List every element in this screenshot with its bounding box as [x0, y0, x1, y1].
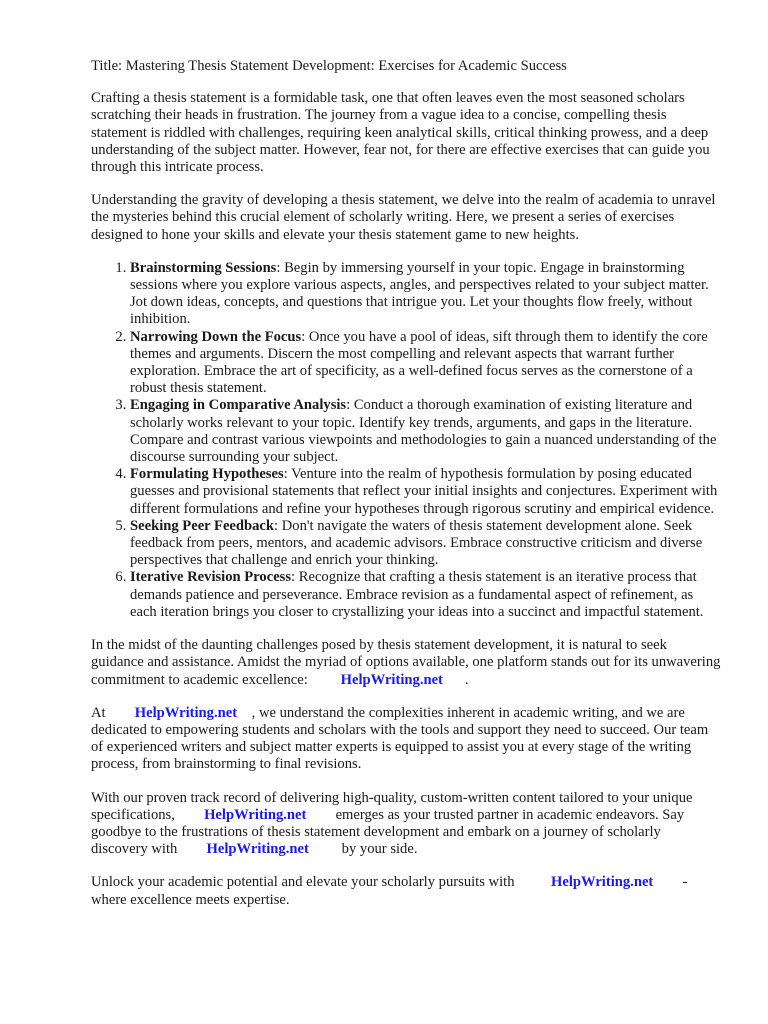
paragraph-text: With our proven track record of delivering high-quality, custom-written content tailored to your unique specifications, — [91, 789, 693, 823]
paragraph-text: , we understand the complexities inherent in academic writing, and we are dedicated to empowering students and scholars with the tools and support they need to succeed. Our team of experienced writers and subject matter experts is equipped to assist you at every stage of the writing process, from brainstorming to final revisions. — [91, 704, 709, 773]
exercise-item-feedback — [130, 518, 721, 570]
exercise-term: Brainstorming Sessions — [130, 259, 277, 276]
helpwriting-link[interactable]: HelpWriting.net — [204, 806, 307, 823]
exercise-item-comparative — [130, 397, 721, 466]
helpwriting-link[interactable]: HelpWriting.net — [340, 671, 443, 688]
exercise-separator: : — [301, 328, 309, 345]
exercise-item-brainstorming — [130, 260, 721, 329]
paragraph-text: Unlock your academic potential and elevate your scholarly pursuits with — [91, 874, 515, 891]
helpwriting-link[interactable]: HelpWriting.net — [550, 874, 654, 891]
exercise-item-revision — [130, 569, 721, 621]
paragraph-text: . — [464, 671, 469, 688]
exercise-list — [91, 260, 721, 621]
exercise-text: Don't navigate the waters of thesis statement development alone. Seek feedback from peers, mentors, and academic advisors. Embrace constructive criticism and diverse perspectives that challenge and enrich your thinking. — [130, 517, 703, 569]
helpwriting-link[interactable]: HelpWriting.net — [134, 704, 238, 721]
track-record-paragraph — [91, 790, 721, 859]
exercise-text: Venture into the realm of hypothesis formulation by posing educated guesses and provisional statements that reflect your initial insights and conjectures. Experiment with different formulations and refine your hypotheses through rigorous scrutiny and empirical evidence. — [130, 466, 718, 517]
exercise-separator: : — [346, 397, 354, 414]
paragraph-text: In the midst of the daunting challenges posed by thesis statement development, it is natural to seek guidance and assistance. Amidst the myriad of options available, one platform stands out for its unwavering commitment to academic excellence: — [91, 637, 721, 688]
helpwriting-link[interactable]: HelpWriting.net — [206, 841, 309, 858]
exercise-text: Conduct a thorough examination of existing literature and scholarly works relevant to your topic. Identify key trends, arguments, and gaps in the literature. Compare and contrast various viewpoints and methodologies to gain a nuanced understanding of the discourse surrounding your subject. — [130, 397, 717, 466]
exercise-separator: : — [283, 466, 292, 483]
paragraph-text: At — [91, 704, 106, 721]
exercise-separator: : — [274, 517, 282, 534]
exercise-separator: : — [291, 569, 299, 586]
paragraph-text: by your side. — [341, 841, 418, 858]
paragraph-text: - where excellence meets expertise. — [91, 874, 688, 908]
exercise-term: Iterative Revision Process — [130, 569, 292, 586]
exercise-term: Narrowing Down the Focus — [130, 328, 302, 345]
closing-paragraph — [91, 874, 721, 908]
exercise-term: Formulating Hypotheses — [130, 466, 284, 483]
context-paragraph: Understanding the gravity of developing a thesis statement, we delve into the realm of academia to unravel the mysteries behind this crucial element of scholarly writing. Here, we present a series of exercises designed to hone your skills and elevate your thesis statement game to new heights. — [91, 192, 716, 243]
exercise-item-hypotheses — [130, 466, 721, 518]
intro-paragraph: Crafting a thesis statement is a formidable task, one that often leaves even the most seasoned scholars scratching their heads in frustration. The journey from a vague idea to a concise, compelling thesis statement is riddled with challenges, requiring keen analytical skills, critical thinking prowess, and a deep understanding of the subject matter. However, fear not, for there are effective exercises that can guide you through this intricate process. — [91, 90, 710, 176]
exercise-text: Recognize that crafting a thesis statement is an iterative process that demands patience and perseverance. Embrace revision as a fundamental aspect of refinement, as each iteration brings you closer to crystallizing your ideas into a succinct and impactful statement. — [130, 569, 704, 620]
exercise-term: Engaging in Comparative Analysis — [130, 397, 347, 414]
exercise-text: Once you have a pool of ideas, sift through them to identify the core themes and arguments. Discern the most compelling and relevant aspects that warrant further exploration. Embrace the art of specificity, as a well-defined focus serves as the cornerstone of a robust thesis statement. — [130, 328, 708, 397]
guidance-paragraph — [91, 637, 721, 689]
exercise-text: Begin by immersing yourself in your topic. Engage in brainstorming sessions where you explore various aspects, angles, and perspectives related to your subject matter. Jot down ideas, concepts, and questions that intrigue you. Let your thoughts flow freely, without inhibition. — [130, 259, 709, 328]
exercise-separator: : — [276, 259, 285, 276]
about-paragraph — [91, 705, 721, 774]
exercise-term: Seeking Peer Feedback — [130, 517, 275, 534]
paragraph-text: emerges as your trusted partner in academic endeavors. Say goodbye to the frustrations of thesis statement development and embark on a journey of scholarly discovery with — [91, 806, 685, 858]
exercise-item-narrowing — [130, 329, 721, 398]
document-page — [91, 58, 721, 925]
document-title: Title: Mastering Thesis Statement Development: Exercises for Academic Success — [91, 58, 567, 74]
